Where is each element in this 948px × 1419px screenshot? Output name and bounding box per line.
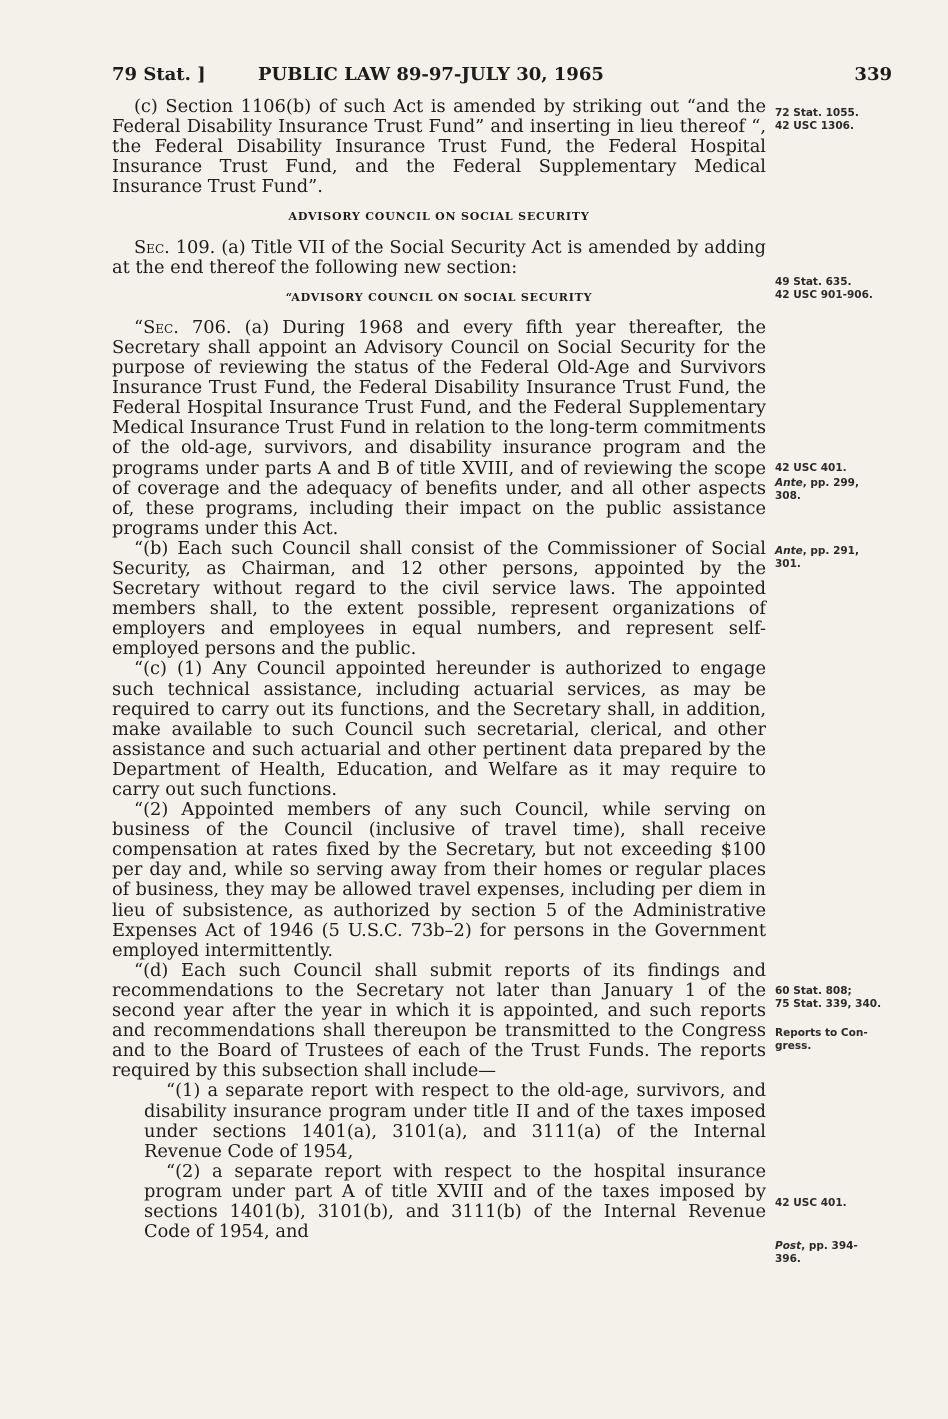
paragraph-c: (c) Section 1106(b) of such Act is amended by striking out “and the Federal Disability Insurance Trust Fund” and inserting in lieu thereof “, the Federal Disability Insurance Trust Fund, the Federal Hospital Insurance Trust Fund, and the Federal Supplementary Medical Insurance Trust Fund”.: [112, 96, 766, 198]
paragraph-d: “(d) Each such Council shall submit reports of its findings and recommendations to the Secretary not later than January 1 of the second year after the year in which it is appointed, and such reports and recommendations shall thereupon be transmitted to the Congress and to the Board of Trustees of each of the Trust Funds. The reports required by this subsection shall include—: [112, 959, 766, 1082]
paragraph-sec-109-text: 109. (a) Title VII of the Social Security Act is amended by adding at the end thereof the following new section:: [112, 236, 766, 278]
header-title: PUBLIC LAW 89-97-JULY 30, 1965: [258, 64, 604, 85]
paragraph-d-1: “(1) a separate report with respect to the old-age, survivors, and disability insurance program under title II and of the taxes imposed under sections 1401(a), 3101(a), and 3111(a) of the Internal Revenue Code of 1954,: [144, 1080, 766, 1162]
margin-note: 42 USC 401.: [775, 1197, 847, 1209]
paragraph-sec-706-a: [112, 318, 766, 539]
margin-note: 60 Stat. 808; 75 Stat. 339, 340.: [775, 985, 882, 1010]
margin-note: Reports to Con- gress.: [775, 1027, 868, 1052]
page-number: 339: [854, 64, 892, 85]
paragraph-d-2: “(2) a separate report with respect to the hospital insurance program under part A of title XVIII and of the taxes imposed by sections 1401(b), 3101(b), and 3111(b) of the Internal Revenue Code of 1954, and: [144, 1160, 766, 1243]
body-text: [112, 97, 766, 1242]
margin-note: 49 Stat. 635. 42 USC 901-906.: [775, 276, 873, 301]
paragraph-c-2: “(2) Appointed members of any such Council, while serving on business of the Council (inclusive of travel time), shall receive compensation at rates fixed by the Secretary, but not exceeding $100 per day and, while so serving away from their homes or regular places of business, they may be allowed travel expenses, including per diem in lieu of subsistence, as authorized by section 5 of the Administrative Expenses Act of 1946 (5 U.S.C. 73b–2) for persons in the Government employed intermittently.: [112, 799, 766, 961]
paragraph-sec-706-a-text: 706. (a) During 1968 and every fifth year thereafter, the Secretary shall appoint an Advisory Council on Social Security for the purpose of reviewing the status of the Federal Old-Age and Survivors Insurance Trust Fund, the Federal Disability Insurance Trust Fund, the Federal Hospital Insurance Trust Fund, and the Federal Supplementary Medical Insurance Trust Fund in relation to the long-term commitments of the old-age, survivors, and disability insurance program and the programs under parts A and B of title XVIII, and of reviewing the scope of coverage and the adequacy of benefits under, and all other aspects of, these programs, including their impact on the public assistance programs under this Act.: [112, 316, 766, 539]
section-heading: ADVISORY COUNCIL ON SOCIAL SECURITY: [288, 210, 590, 224]
margin-note: Post, pp. 394- 396.: [775, 1240, 858, 1265]
sec-label: Sec.: [134, 236, 170, 258]
page-header: [112, 64, 904, 88]
paragraph-sec-109: [112, 238, 766, 278]
volume-citation: 79 Stat. ]: [112, 64, 206, 85]
paragraph-c-1: “(c) (1) Any Council appointed hereunder is authorized to engage such technical assistance, including actuarial services, as may be required to carry out its functions, and the Secretary shall, in addition, make available to such Council such secretarial, clerical, and other assistance and such actuarial and other pertinent data prepared by the Department of Health, Education, and Welfare as it may require to carry out such functions.: [112, 658, 766, 800]
margin-note: Ante, pp. 299, 308.: [775, 477, 859, 502]
margin-note: 72 Stat. 1055. 42 USC 1306.: [775, 107, 859, 132]
quoted-section-heading: “ADVISORY COUNCIL ON SOCIAL SECURITY: [285, 290, 593, 304]
sec-label: “Sec.: [134, 316, 179, 338]
paragraph-b: “(b) Each such Council shall consist of the Commissioner of Social Security, as Chairman, and 12 other persons, appointed by the Secretary without regard to the civil service laws. The appointed members shall, to the extent possible, represent organizations of employers and employees in equal numbers, and represent self-employed persons and the public.: [112, 537, 766, 660]
margin-note: Ante, pp. 291, 301.: [775, 545, 859, 570]
margin-note: 42 USC 401.: [775, 462, 847, 474]
